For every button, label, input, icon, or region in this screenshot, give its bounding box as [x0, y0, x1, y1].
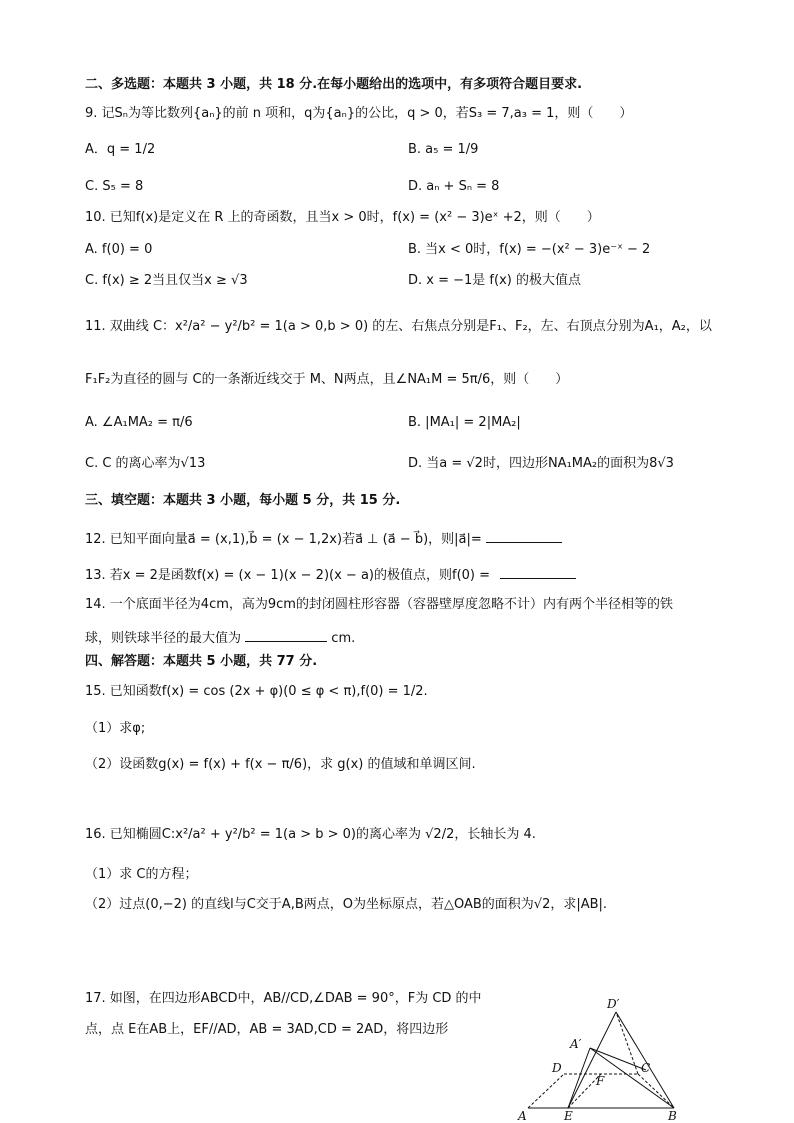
q12-answer-blank[interactable]: [486, 528, 562, 543]
edge-e-d1: [568, 1012, 616, 1108]
q9-stem: 9. 记Sₙ为等比数列{aₙ}的前 n 项和，q为{aₙ}的公比，q > 0，若S₃ = 7,a₃ = 1，则（ ）: [85, 106, 633, 121]
label-a1: A′: [570, 1037, 582, 1051]
q14-answer-blank[interactable]: [245, 627, 327, 642]
q14-text-b: cm.: [331, 631, 356, 646]
section-3-title: 三、填空题：本题共 3 小题，每小题 5 分，共 15 分.: [85, 493, 401, 508]
q12-stem: [85, 528, 562, 549]
label-c: C: [641, 1061, 651, 1075]
section-4-title: 四、解答题：本题共 5 小题，共 77 分.: [85, 654, 318, 669]
q11-option-b: B. |MA₁| = 2|MA₂|: [408, 415, 521, 430]
label-f: F: [596, 1074, 605, 1088]
edge-e-a1: [568, 1048, 590, 1108]
q16-part1: （1）求 C的方程；: [85, 867, 198, 882]
section-2-title: 二、多选题：本题共 3 小题，共 18 分.在每小题给出的选项中，有多项符合题目要求.: [85, 77, 583, 92]
q11-stem-line1: 11. 双曲线 C：x²/a² − y²/b² = 1(a > 0,b > 0) 的左、右焦点分别是F₁、F₂，左、右顶点分别为A₁，A₂，以: [85, 319, 712, 334]
q14-stem-line1: 14. 一个底面半径为4cm，高为9cm的封闭圆柱形容器（容器壁厚度忽略不计）内有两个半径相等的铁: [85, 597, 673, 612]
q10-option-a: A. f(0) = 0: [85, 242, 153, 257]
label-d: D: [552, 1061, 562, 1075]
q14-text-a: 球，则铁球半径的最大值为: [85, 631, 242, 646]
q10-stem: 10. 已知f(x)是定义在 R 上的奇函数，且当x > 0时，f(x) = (x² − 3)eˣ +2，则（ ）: [85, 210, 600, 225]
edge-a1-c: [590, 1048, 646, 1070]
edge-d1-b: [616, 1012, 674, 1108]
q11-option-a: A. ∠A₁MA₂ = π/6: [85, 415, 193, 430]
q15-part1: （1）求φ;: [85, 721, 146, 736]
q15-part2: （2）设函数g(x) = f(x) + f(x − π/6)，求 g(x) 的值域和单调区间.: [85, 757, 476, 772]
q11-option-d: D. 当a = √2时，四边形NA₁MA₂的面积为8√3: [408, 456, 674, 471]
q16-part2: （2）过点(0,−2) 的直线l与C交于A,B两点，O为坐标原点，若△OAB的面积为√2，求|AB|.: [85, 897, 608, 912]
q10-option-d: D. x = −1是 f(x) 的极大值点: [408, 273, 581, 288]
q11-stem-line2: F₁F₂为直径的圆与 C的一条渐近线交于 M、N两点，且∠NA₁M = 5π/6，则（ ）: [85, 372, 569, 387]
q13-text: 13. 若x = 2是函数f(x) = (x − 1)(x − 2)(x − a)的极值点，则f(0) =: [85, 568, 491, 583]
q16-stem: 16. 已知椭圆C:x²/a² + y²/b² = 1(a > b > 0)的离心率为 √2/2，长轴长为 4.: [85, 827, 536, 842]
q9-option-b: B. a₅ = 1/9: [408, 142, 479, 157]
q10-option-c: C. f(x) ≥ 2当且仅当x ≥ √3: [85, 273, 248, 288]
q12-text: 12. 已知平面向量a⃗ = (x,1),b⃗ = (x − 1,2x)若a⃗ ⊥ (a⃗ − b⃗)，则|a⃗|=: [85, 532, 482, 547]
q14-stem-line2: [85, 627, 355, 648]
label-d1: D′: [607, 997, 620, 1011]
edge-a-d: [528, 1074, 564, 1108]
q9-option-a: A．q = 1/2: [85, 142, 156, 157]
q17-stem-line2: 点，点 E在AB上，EF//AD，AB = 3AD,CD = 2AD，将四边形: [85, 1022, 449, 1037]
q15-stem: 15. 已知函数f(x) = cos (2x + φ)(0 ≤ φ < π),f(0) = 1/2.: [85, 684, 428, 699]
q13-stem: [85, 564, 576, 585]
q9-option-d: D. aₙ + Sₙ = 8: [408, 179, 500, 194]
q9-option-c: C. S₅ = 8: [85, 179, 144, 194]
q10-option-b: B. 当x < 0时，f(x) = −(x² − 3)e⁻ˣ − 2: [408, 242, 651, 257]
q13-answer-blank[interactable]: [500, 564, 576, 579]
q11-option-c: C. C 的离心率为√13: [85, 456, 206, 471]
q17-figure: [508, 992, 708, 1122]
label-e: E: [564, 1109, 573, 1122]
label-a: A: [518, 1109, 527, 1122]
q17-stem-line1: 17. 如图，在四边形ABCD中，AB//CD,∠DAB = 90°，F为 CD 的中: [85, 991, 482, 1006]
label-b: B: [668, 1109, 677, 1122]
